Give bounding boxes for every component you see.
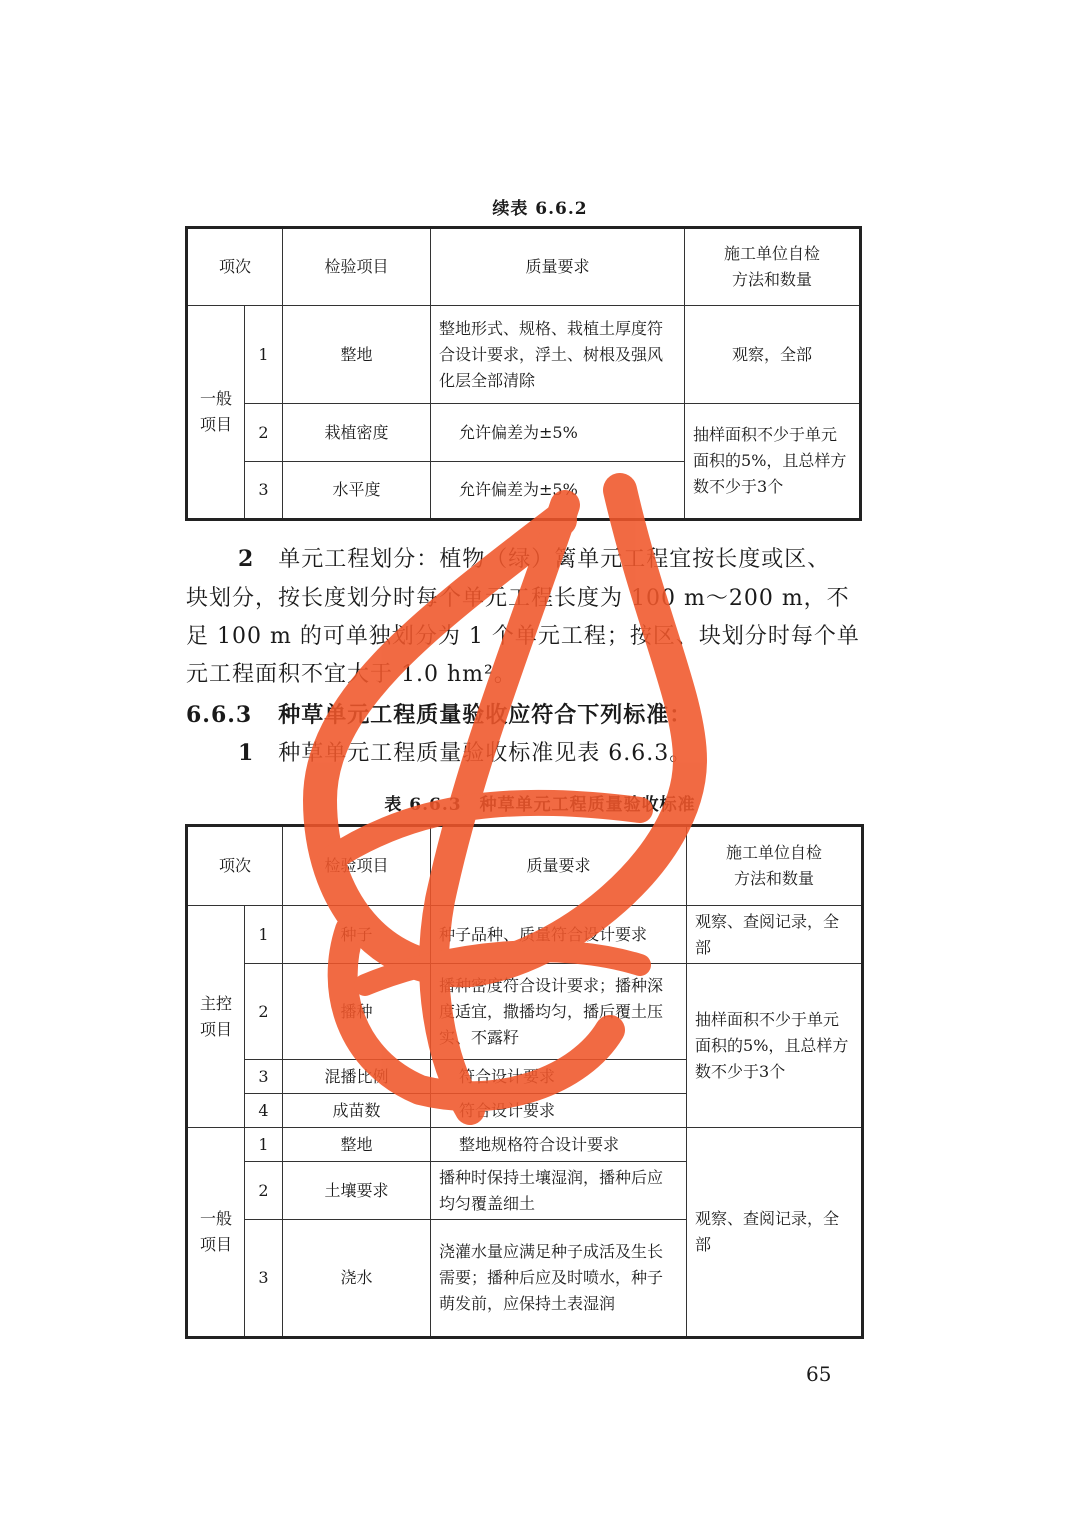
- table-row: [187, 964, 863, 1060]
- row-number: 2: [245, 404, 283, 462]
- header-cell-no: 项次: [187, 826, 283, 906]
- item-name: 整地: [283, 306, 431, 404]
- requirement-text: 整地形式、规格、栽植土厚度符合设计要求，浮土、树根及强风化层全部清除: [431, 306, 685, 404]
- paragraph-2-line4: 元工程面积不宜大于 1.0 hm²。: [186, 662, 517, 687]
- page-number: 65: [806, 1362, 832, 1386]
- method-text: 抽样面积不少于单元面积的5%，且总样方数不少于3个: [687, 964, 863, 1128]
- item-name: 土壤要求: [283, 1162, 431, 1220]
- row-number: 3: [245, 1060, 283, 1094]
- requirement-text: 符合设计要求: [431, 1094, 687, 1128]
- requirement-text: 种子品种、质量符合设计要求: [431, 906, 687, 964]
- paragraph-2-line3: 足 100 m 的可单独划分为 1 个单元工程；按区、块划分时每个单: [186, 624, 860, 649]
- requirement-text: 允许偏差为±5%: [431, 404, 685, 462]
- table1-caption: 续表 6.6.2: [492, 199, 588, 219]
- table-row: [187, 306, 861, 404]
- header-cell-item: 检验项目: [283, 826, 431, 906]
- row-number: 2: [245, 1162, 283, 1220]
- table-row: [187, 906, 863, 964]
- item-name: 种子: [283, 906, 431, 964]
- table-row: [187, 1128, 863, 1162]
- item-name: 播种: [283, 964, 431, 1060]
- method-text: 观察，全部: [685, 306, 861, 404]
- table1: [185, 226, 862, 521]
- header-cell-item: 检验项目: [283, 228, 431, 306]
- requirement-text: 播种密度符合设计要求；播种深度适宜，撒播均匀，播后覆土压实、不露籽: [431, 964, 687, 1060]
- table1-header-row: [187, 228, 861, 306]
- section-text: 种草单元工程质量验收应符合下列标准：: [278, 702, 693, 728]
- header-cell-method: 施工单位自检 方法和数量: [685, 228, 861, 306]
- requirement-text: 符合设计要求: [431, 1060, 687, 1094]
- row-number: 2: [245, 964, 283, 1060]
- section-heading: [186, 696, 692, 734]
- group-label-general: 一般 项目: [187, 306, 245, 520]
- header-cell-req: 质量要求: [431, 228, 685, 306]
- row-number: 1: [245, 1128, 283, 1162]
- item-name: 成苗数: [283, 1094, 431, 1128]
- table2-header-row: [187, 826, 863, 906]
- paragraph-2-line1: [238, 540, 830, 579]
- requirement-text: 整地规格符合设计要求: [431, 1128, 687, 1162]
- method-text: 观察、查阅记录，全部: [687, 1128, 863, 1338]
- row-number: 1: [245, 306, 283, 404]
- item-name: 水平度: [283, 462, 431, 520]
- table2: [185, 824, 864, 1339]
- row-number: 3: [245, 1220, 283, 1338]
- item-name: 整地: [283, 1128, 431, 1162]
- requirement-text: 允许偏差为±5%: [431, 462, 685, 520]
- table2-caption: 表 6.6.3 种草单元工程质量验收标准: [384, 795, 696, 815]
- table-row: [187, 404, 861, 462]
- item-1-line: [238, 734, 692, 773]
- paragraph-number: 2: [238, 546, 255, 572]
- method-text: 观察、查阅记录，全部: [687, 906, 863, 964]
- header-cell-req: 质量要求: [431, 826, 687, 906]
- item-number: 1: [238, 740, 255, 766]
- header-cell-no: 项次: [187, 228, 283, 306]
- requirement-text: 浇灌水量应满足种子成活及生长需要；播种后应及时喷水，种子萌发前，应保持土表湿润: [431, 1220, 687, 1338]
- row-number: 3: [245, 462, 283, 520]
- row-number: 4: [245, 1094, 283, 1128]
- item-name: 混播比例: [283, 1060, 431, 1094]
- row-number: 1: [245, 906, 283, 964]
- paragraph-text: 单元工程划分：植物（绿）篱单元工程宜按长度或区、: [278, 547, 831, 572]
- item-text: 种草单元工程质量验收标准见表 6.6.3。: [278, 741, 693, 766]
- method-text: 抽样面积不少于单元面积的5%，且总样方数不少于3个: [685, 404, 861, 520]
- item-name: 栽植密度: [283, 404, 431, 462]
- header-cell-method: 施工单位自检 方法和数量: [687, 826, 863, 906]
- paragraph-2-line2: 块划分，按长度划分时每个单元工程长度为 100 m～200 m，不: [186, 586, 850, 611]
- group-label-general: 一般 项目: [187, 1128, 245, 1338]
- section-number: 6.6.3: [186, 702, 253, 728]
- group-label-main: 主控 项目: [187, 906, 245, 1128]
- requirement-text: 播种时保持土壤湿润，播种后应均匀覆盖细土: [431, 1162, 687, 1220]
- item-name: 浇水: [283, 1220, 431, 1338]
